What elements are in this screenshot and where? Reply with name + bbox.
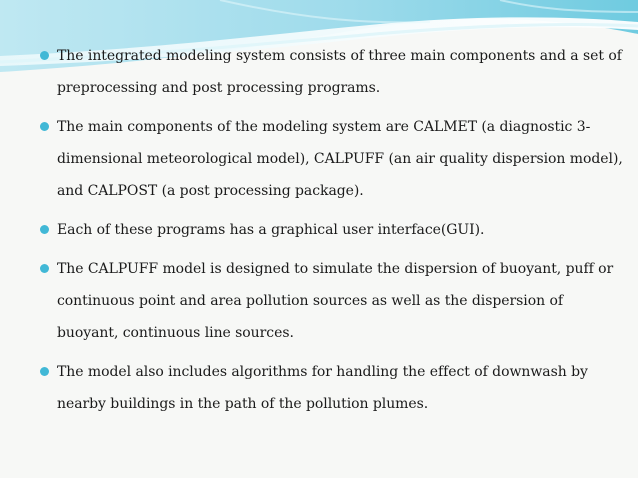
bullet-dot-icon (40, 122, 49, 131)
slide-content (40, 40, 625, 427)
bullet-text: Each of these programs has a graphical user interface(GUI). (57, 222, 485, 238)
bullet-item (40, 40, 625, 104)
bullet-dot-icon (40, 51, 49, 60)
bullet-item (40, 214, 625, 246)
bullet-item (40, 253, 625, 349)
bullet-item (40, 356, 625, 420)
bullet-dot-icon (40, 264, 49, 273)
bullet-text: The model also includes algorithms for handling the effect of downwash by nearby buildings in the path of the pollution plumes. (57, 364, 588, 412)
bullet-item (40, 111, 625, 207)
bullet-text: The CALPUFF model is designed to simulate the dispersion of buoyant, puff or continuous point and area pollution sources as well as the dispersion of buoyant, continuous line sources. (57, 261, 614, 341)
bullet-text: The integrated modeling system consists of three main components and a set of preprocessing and post processing programs. (57, 48, 622, 96)
bullet-text: The main components of the modeling system are CALMET (a diagnostic 3-dimensional meteorological model), CALPUFF (an air quality dispersion model), and CALPOST (a post processing package). (57, 119, 623, 199)
bullet-dot-icon (40, 225, 49, 234)
bullet-dot-icon (40, 367, 49, 376)
